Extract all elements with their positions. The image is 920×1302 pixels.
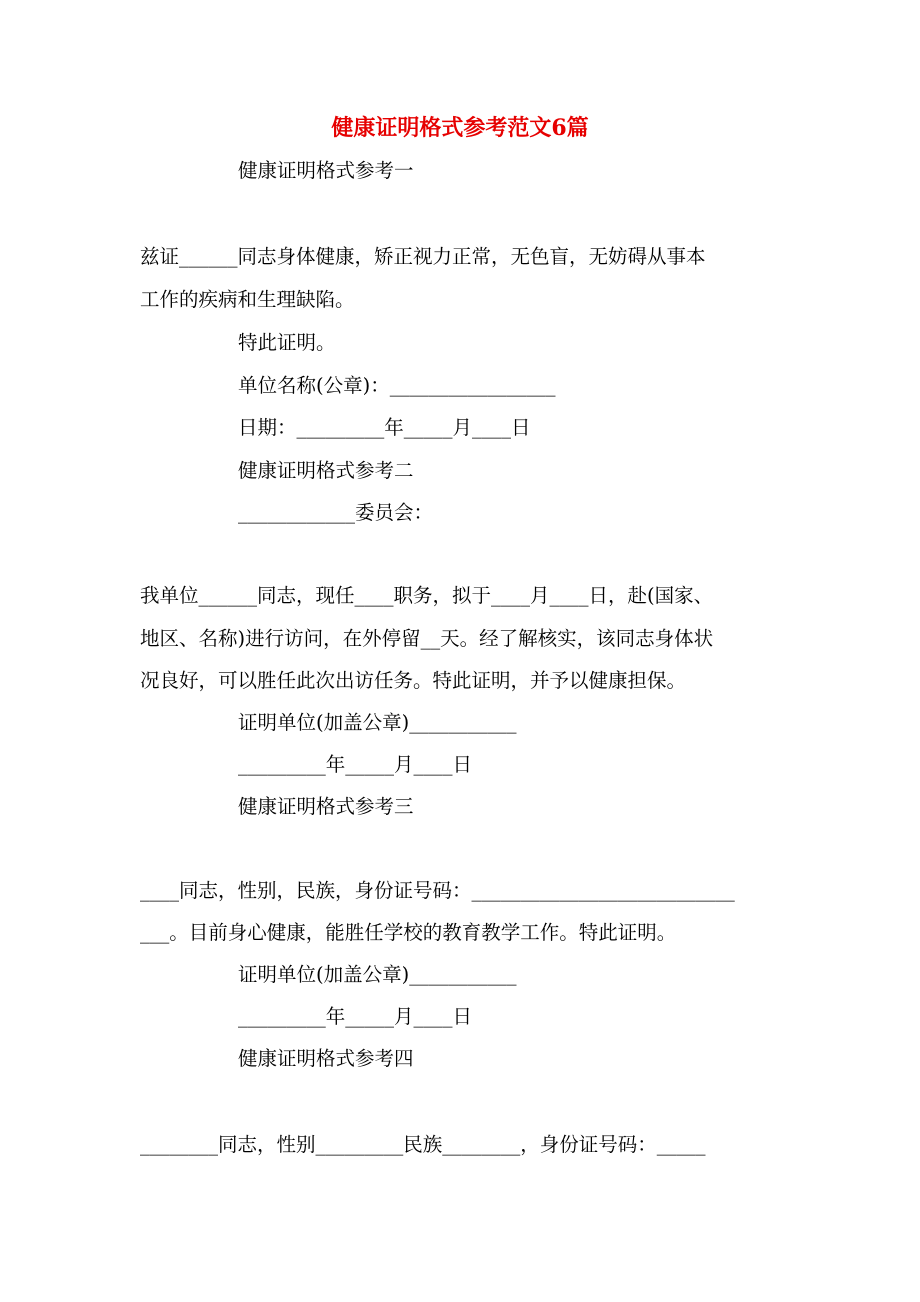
- date-line: _________年_____月____日: [238, 1005, 473, 1028]
- section-heading-4: 健康证明格式参考四: [238, 1047, 414, 1070]
- paragraph-line: ___。目前身心健康，能胜任学校的教育教学工作。特此证明。: [140, 921, 677, 944]
- date-line: 日期：_________年_____月____日: [238, 416, 531, 439]
- signature-unit-line: 单位名称(公章)：_________________: [238, 374, 556, 397]
- document-title: 健康证明格式参考范文6篇: [331, 115, 589, 141]
- addressee-line: ____________委员会：: [238, 501, 434, 524]
- paragraph-line: 特此证明。: [238, 331, 336, 354]
- paragraph-line: 我单位______同志，现任____职务，拟于____月____日，赴(国家、: [140, 584, 714, 607]
- paragraph-line: 工作的疾病和生理缺陷。: [140, 288, 355, 311]
- paragraph-line: 地区、名称)进行访问，在外停留__天。经了解核实，该同志身体状: [140, 627, 714, 650]
- paragraph-line: 兹证______同志身体健康，矫正视力正常，无色盲，无妨碍从事本: [140, 245, 706, 268]
- paragraph-line: ________同志，性别_________民族________，身份证号码：_____: [140, 1133, 706, 1156]
- signature-unit-line: 证明单位(加盖公章)___________: [238, 711, 517, 734]
- section-heading-2: 健康证明格式参考二: [238, 459, 414, 482]
- signature-unit-line: 证明单位(加盖公章)___________: [238, 963, 517, 986]
- paragraph-line: ____同志，性别，民族，身份证号码：___________________________: [140, 879, 735, 902]
- section-heading-1: 健康证明格式参考一: [238, 159, 414, 182]
- paragraph-line: 况良好，可以胜任此次出访任务。特此证明，并予以健康担保。: [140, 669, 687, 692]
- section-heading-3: 健康证明格式参考三: [238, 795, 414, 818]
- date-line: _________年_____月____日: [238, 753, 473, 776]
